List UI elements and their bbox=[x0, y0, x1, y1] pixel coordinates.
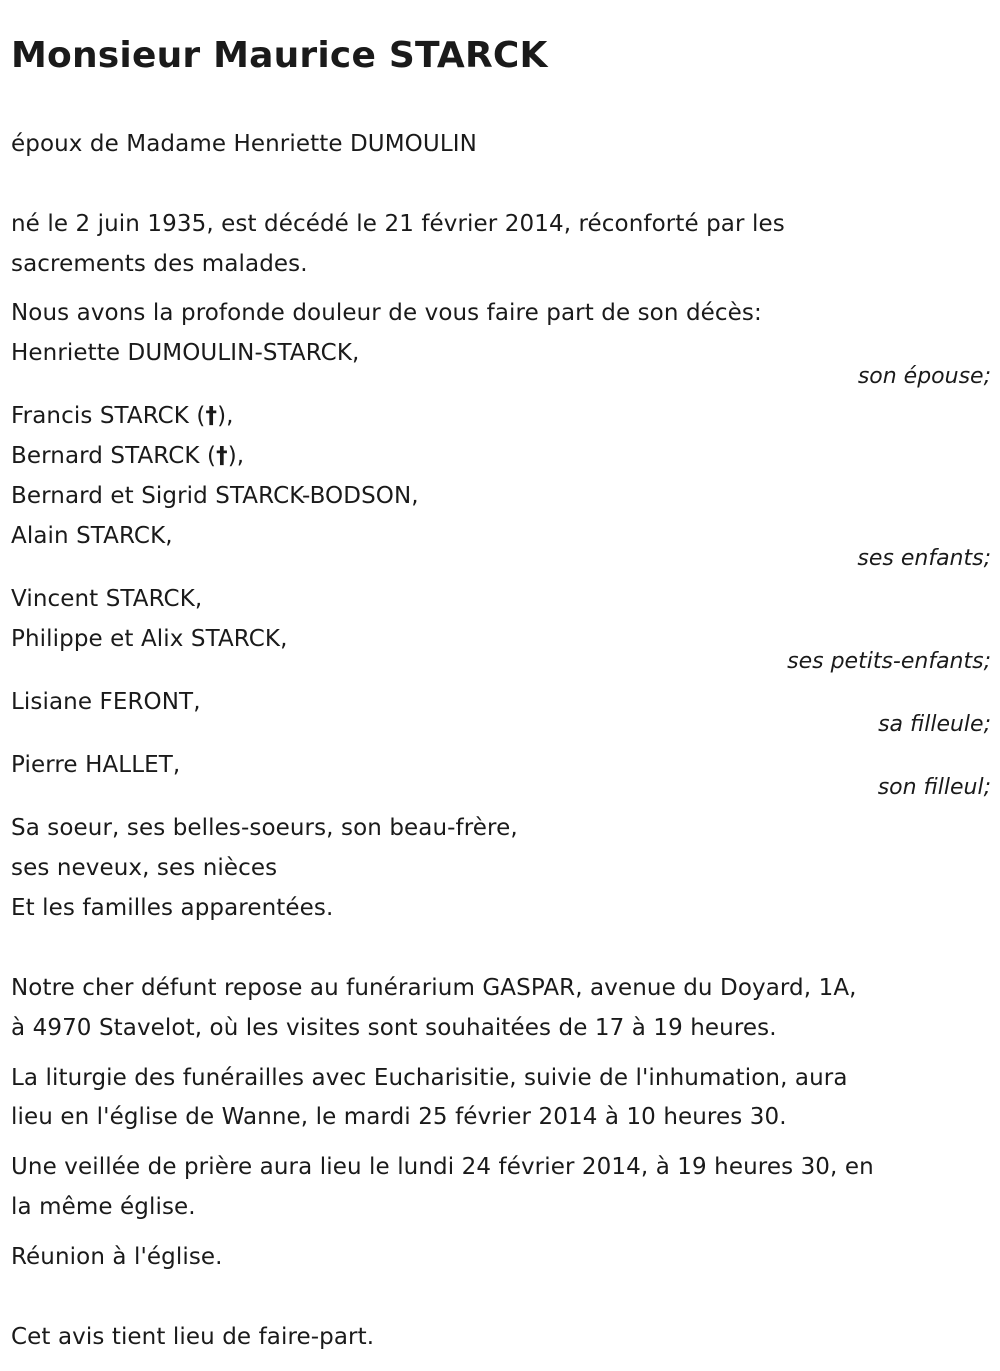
visitation-line-2: à 4970 Stavelot, où les visites sont souhaitées de 17 à 19 heures. bbox=[11, 1015, 777, 1041]
deceased-cross-icon: † bbox=[205, 403, 218, 429]
vigil-line-1: Une veillée de prière aura lieu le lundi 24 février 2014, à 19 heures 30, en bbox=[11, 1154, 874, 1180]
spouse-name: Henriette DUMOULIN-STARCK, bbox=[11, 340, 360, 366]
vigil-line-2: la même église. bbox=[11, 1194, 196, 1220]
goddaughter-name: Lisiane FERONT, bbox=[11, 689, 201, 715]
announcement: Nous avons la profonde douleur de vous faire part de son décès: bbox=[11, 300, 762, 326]
child-bernard-suffix: ), bbox=[227, 443, 245, 469]
children-role: ses enfants; bbox=[857, 546, 991, 571]
closing-note: Cet avis tient lieu de faire-part. bbox=[11, 1324, 375, 1350]
godson-name: Pierre HALLET, bbox=[11, 752, 181, 778]
godson-role: son filleul; bbox=[877, 775, 991, 800]
child-name: Alain STARCK, bbox=[11, 523, 173, 549]
grandchild-name: Vincent STARCK, bbox=[11, 586, 203, 612]
goddaughter-role: sa filleule; bbox=[878, 712, 991, 737]
other-family-line: Sa soeur, ses belles-soeurs, son beau-frère, bbox=[11, 815, 518, 841]
other-family-line: ses neveux, ses nièces bbox=[11, 855, 278, 881]
visitation-line-1: Notre cher défunt repose au funérarium GASPAR, avenue du Doyard, 1A, bbox=[11, 975, 857, 1001]
child-francis bbox=[11, 396, 234, 436]
child-bernard-name: Bernard STARCK ( bbox=[11, 443, 217, 469]
other-family-line: Et les familles apparentées. bbox=[11, 895, 334, 921]
spouse-role: son épouse; bbox=[857, 364, 991, 389]
spouse-line: époux de Madame Henriette DUMOULIN bbox=[11, 131, 477, 157]
child-francis-name: Francis STARCK ( bbox=[11, 403, 206, 429]
liturgy-line-1: La liturgie des funérailles avec Eucharisitie, suivie de l'inhumation, aura bbox=[11, 1065, 848, 1091]
child-name: Bernard et Sigrid STARCK-BODSON, bbox=[11, 483, 419, 509]
grandchild-name: Philippe et Alix STARCK, bbox=[11, 626, 288, 652]
birth-death-line-1: né le 2 juin 1935, est décédé le 21 février 2014, réconforté par les bbox=[11, 211, 785, 237]
child-bernard bbox=[11, 436, 244, 476]
birth-death-line-2: sacrements des malades. bbox=[11, 251, 308, 277]
page-title: Monsieur Maurice STARCK bbox=[11, 35, 548, 76]
liturgy-line-2: lieu en l'église de Wanne, le mardi 25 février 2014 à 10 heures 30. bbox=[11, 1104, 787, 1130]
grandchildren-role: ses petits-enfants; bbox=[787, 649, 991, 674]
child-francis-suffix: ), bbox=[217, 403, 234, 429]
deceased-cross-icon: † bbox=[216, 443, 228, 469]
meeting-note: Réunion à l'église. bbox=[11, 1244, 223, 1270]
